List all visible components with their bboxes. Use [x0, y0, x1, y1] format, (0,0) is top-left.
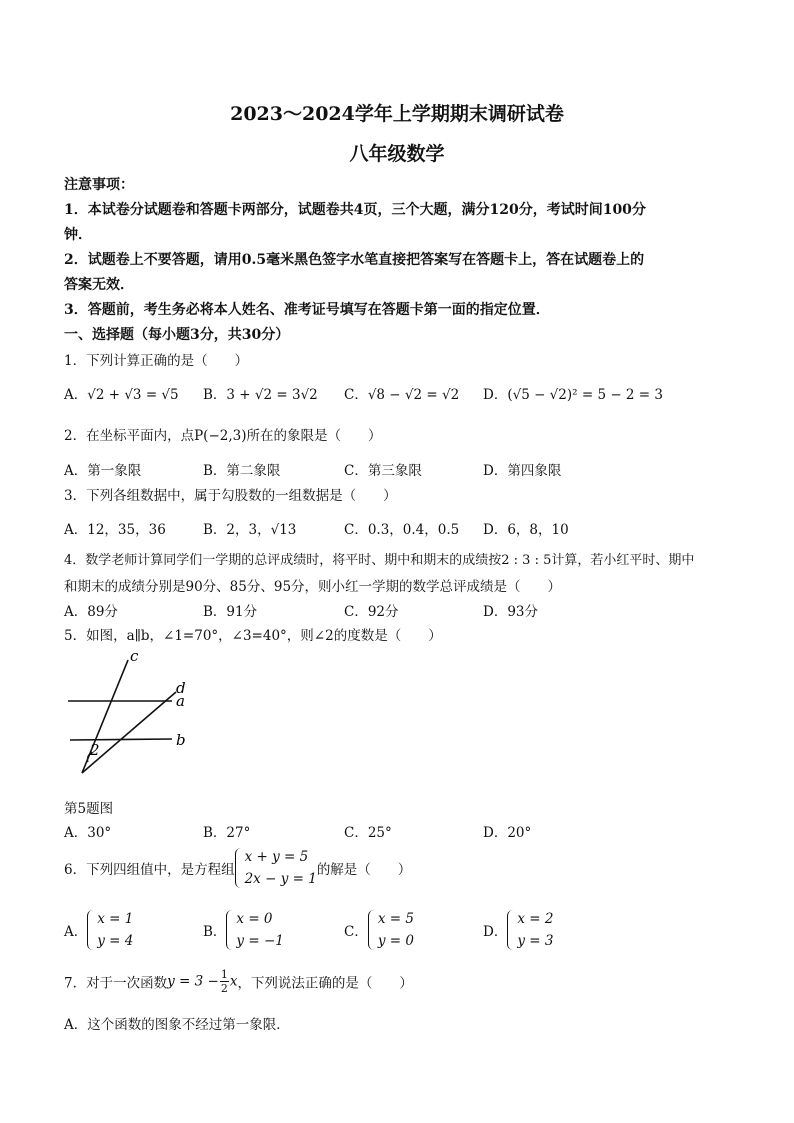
option-x: x = 5 — [377, 911, 414, 927]
notice-item-1-cont: 钟． — [64, 227, 92, 243]
question-7-fraction — [220, 968, 229, 995]
question-4-option-d: D．93分 — [483, 604, 539, 620]
question-6-eq-1: x + y = 5 — [244, 849, 309, 865]
page-subtitle: 八年级数学 — [349, 143, 445, 165]
option-y: y = 4 — [97, 933, 134, 949]
question-2-option-d: D．第四象限 — [483, 463, 562, 479]
fraction-denominator: 2 — [220, 982, 228, 995]
question-6-stem-suffix: 的解是（ ） — [316, 862, 412, 878]
label-c: c — [130, 648, 139, 665]
question-5-option-a: A．30° — [64, 825, 112, 841]
question-5-option-b: B．27° — [203, 825, 251, 841]
option-label: A． — [64, 924, 88, 940]
label-angle-2: 2 — [90, 741, 100, 759]
question-6-stem — [64, 846, 411, 890]
notice-item-2: 2．试题卷上不要答题，请用0.5毫米黑色签字水笔直接把答案写在答题卡上，答在试题卷上的 — [64, 252, 645, 268]
notice-item-3: 3．答题前，考生务必将本人姓名、准考证号填写在答题卡第一面的指定位置． — [64, 302, 550, 318]
line-d — [82, 692, 176, 773]
question-2-stem: 2．在坐标平面内，点P(−2,3)所在的象限是（ ） — [64, 428, 382, 444]
question-6-system — [235, 846, 317, 890]
option-system — [368, 908, 414, 952]
question-1-option-c: C．√8 − √2 = √2 — [344, 387, 460, 403]
question-4-option-c: C．92分 — [344, 604, 399, 620]
page-title: 2023～2024学年上学期期末调研试卷 — [230, 103, 564, 125]
question-5-option-d: D．20° — [483, 825, 532, 841]
question-1-option-a: A．√2 + √3 = √5 — [64, 387, 179, 403]
option-system — [87, 908, 133, 952]
question-2-option-b: B．第二象限 — [203, 463, 281, 479]
question-5-option-c: C．25° — [344, 825, 392, 841]
question-6-option-b — [203, 908, 284, 952]
question-3-option-d: D．6，8，10 — [483, 522, 569, 538]
fraction-numerator: 1 — [220, 968, 228, 981]
question-7-option-a: A．这个函数的图象不经过第一象限． — [64, 1017, 290, 1033]
question-5-figure-caption: 第5题图 — [64, 801, 114, 817]
line-c — [82, 660, 128, 773]
option-label: B． — [203, 924, 227, 940]
question-3-option-b: B．2，3，√13 — [203, 522, 297, 538]
question-7-stem-prefix: 7．对于一次函数 — [64, 975, 168, 992]
question-3-stem: 3．下列各组数据中，属于勾股数的一组数据是（ ） — [64, 488, 397, 504]
question-1-option-d: D．(√5 − √2)² = 5 − 2 = 3 — [483, 387, 663, 403]
question-7-func-left: y = 3 − — [167, 973, 219, 990]
option-label: D． — [483, 924, 508, 940]
option-system — [226, 908, 283, 952]
question-7-stem — [64, 968, 413, 995]
section-heading: 一、选择题（每小题3分，共30分） — [64, 327, 290, 343]
question-6-stem-prefix: 6．下列四组值中，是方程组 — [64, 862, 235, 878]
option-y: y = 0 — [377, 933, 414, 949]
question-6-option-d — [483, 908, 553, 952]
question-4-option-b: B．91分 — [203, 604, 258, 620]
question-2-option-c: C．第三象限 — [344, 463, 422, 479]
question-3-option-a: A．12，35，36 — [64, 522, 166, 538]
question-6-eq-2: 2x − y = 1 — [244, 871, 317, 887]
option-x: x = 0 — [236, 911, 273, 927]
option-x: x = 1 — [97, 911, 134, 927]
question-6-option-c — [344, 908, 414, 952]
question-7-stem-suffix: ，下列说法正确的是（ ） — [237, 975, 413, 992]
question-4-option-a: A．89分 — [64, 604, 118, 620]
notice-item-1: 1．本试卷分试题卷和答题卡两部分，试题卷共4页，三个大题，满分120分，考试时间100分 — [64, 202, 646, 218]
question-1-stem: 1．下列计算正确的是（ ） — [64, 353, 249, 369]
question-4-stem-line-1: 4．数学老师计算同学们一学期的总评成绩时，将平时、期中和期末的成绩按2 : 3 : 5计算，若小红平时、期中 — [64, 553, 695, 568]
label-d: d — [176, 679, 186, 697]
question-4-stem-line-2: 和期末的成绩分别是90分、85分、95分，则小红一学期的数学总评成绩是（ ） — [64, 579, 562, 595]
question-7-func-right: x — [229, 973, 238, 990]
label-b: b — [176, 731, 186, 749]
option-y: y = 3 — [517, 933, 554, 949]
option-label: C． — [344, 924, 368, 940]
question-5-figure — [64, 648, 204, 778]
option-x: x = 2 — [517, 911, 554, 927]
notice-item-2-cont: 答案无效． — [64, 277, 134, 293]
option-y: y = −1 — [236, 933, 284, 949]
question-6-option-a — [64, 908, 133, 952]
question-1-option-b: B．3 + √2 = 3√2 — [203, 387, 318, 403]
question-2-option-a: A．第一象限 — [64, 463, 142, 479]
question-5-stem: 5．如图，a∥b，∠1=70°，∠3=40°，则∠2的度数是（ ） — [64, 628, 442, 644]
question-3-option-c: C．0.3，0.4，0.5 — [344, 522, 460, 538]
label-a: a — [176, 692, 185, 710]
option-system — [507, 908, 553, 952]
notice-heading: 注意事项： — [64, 177, 134, 193]
